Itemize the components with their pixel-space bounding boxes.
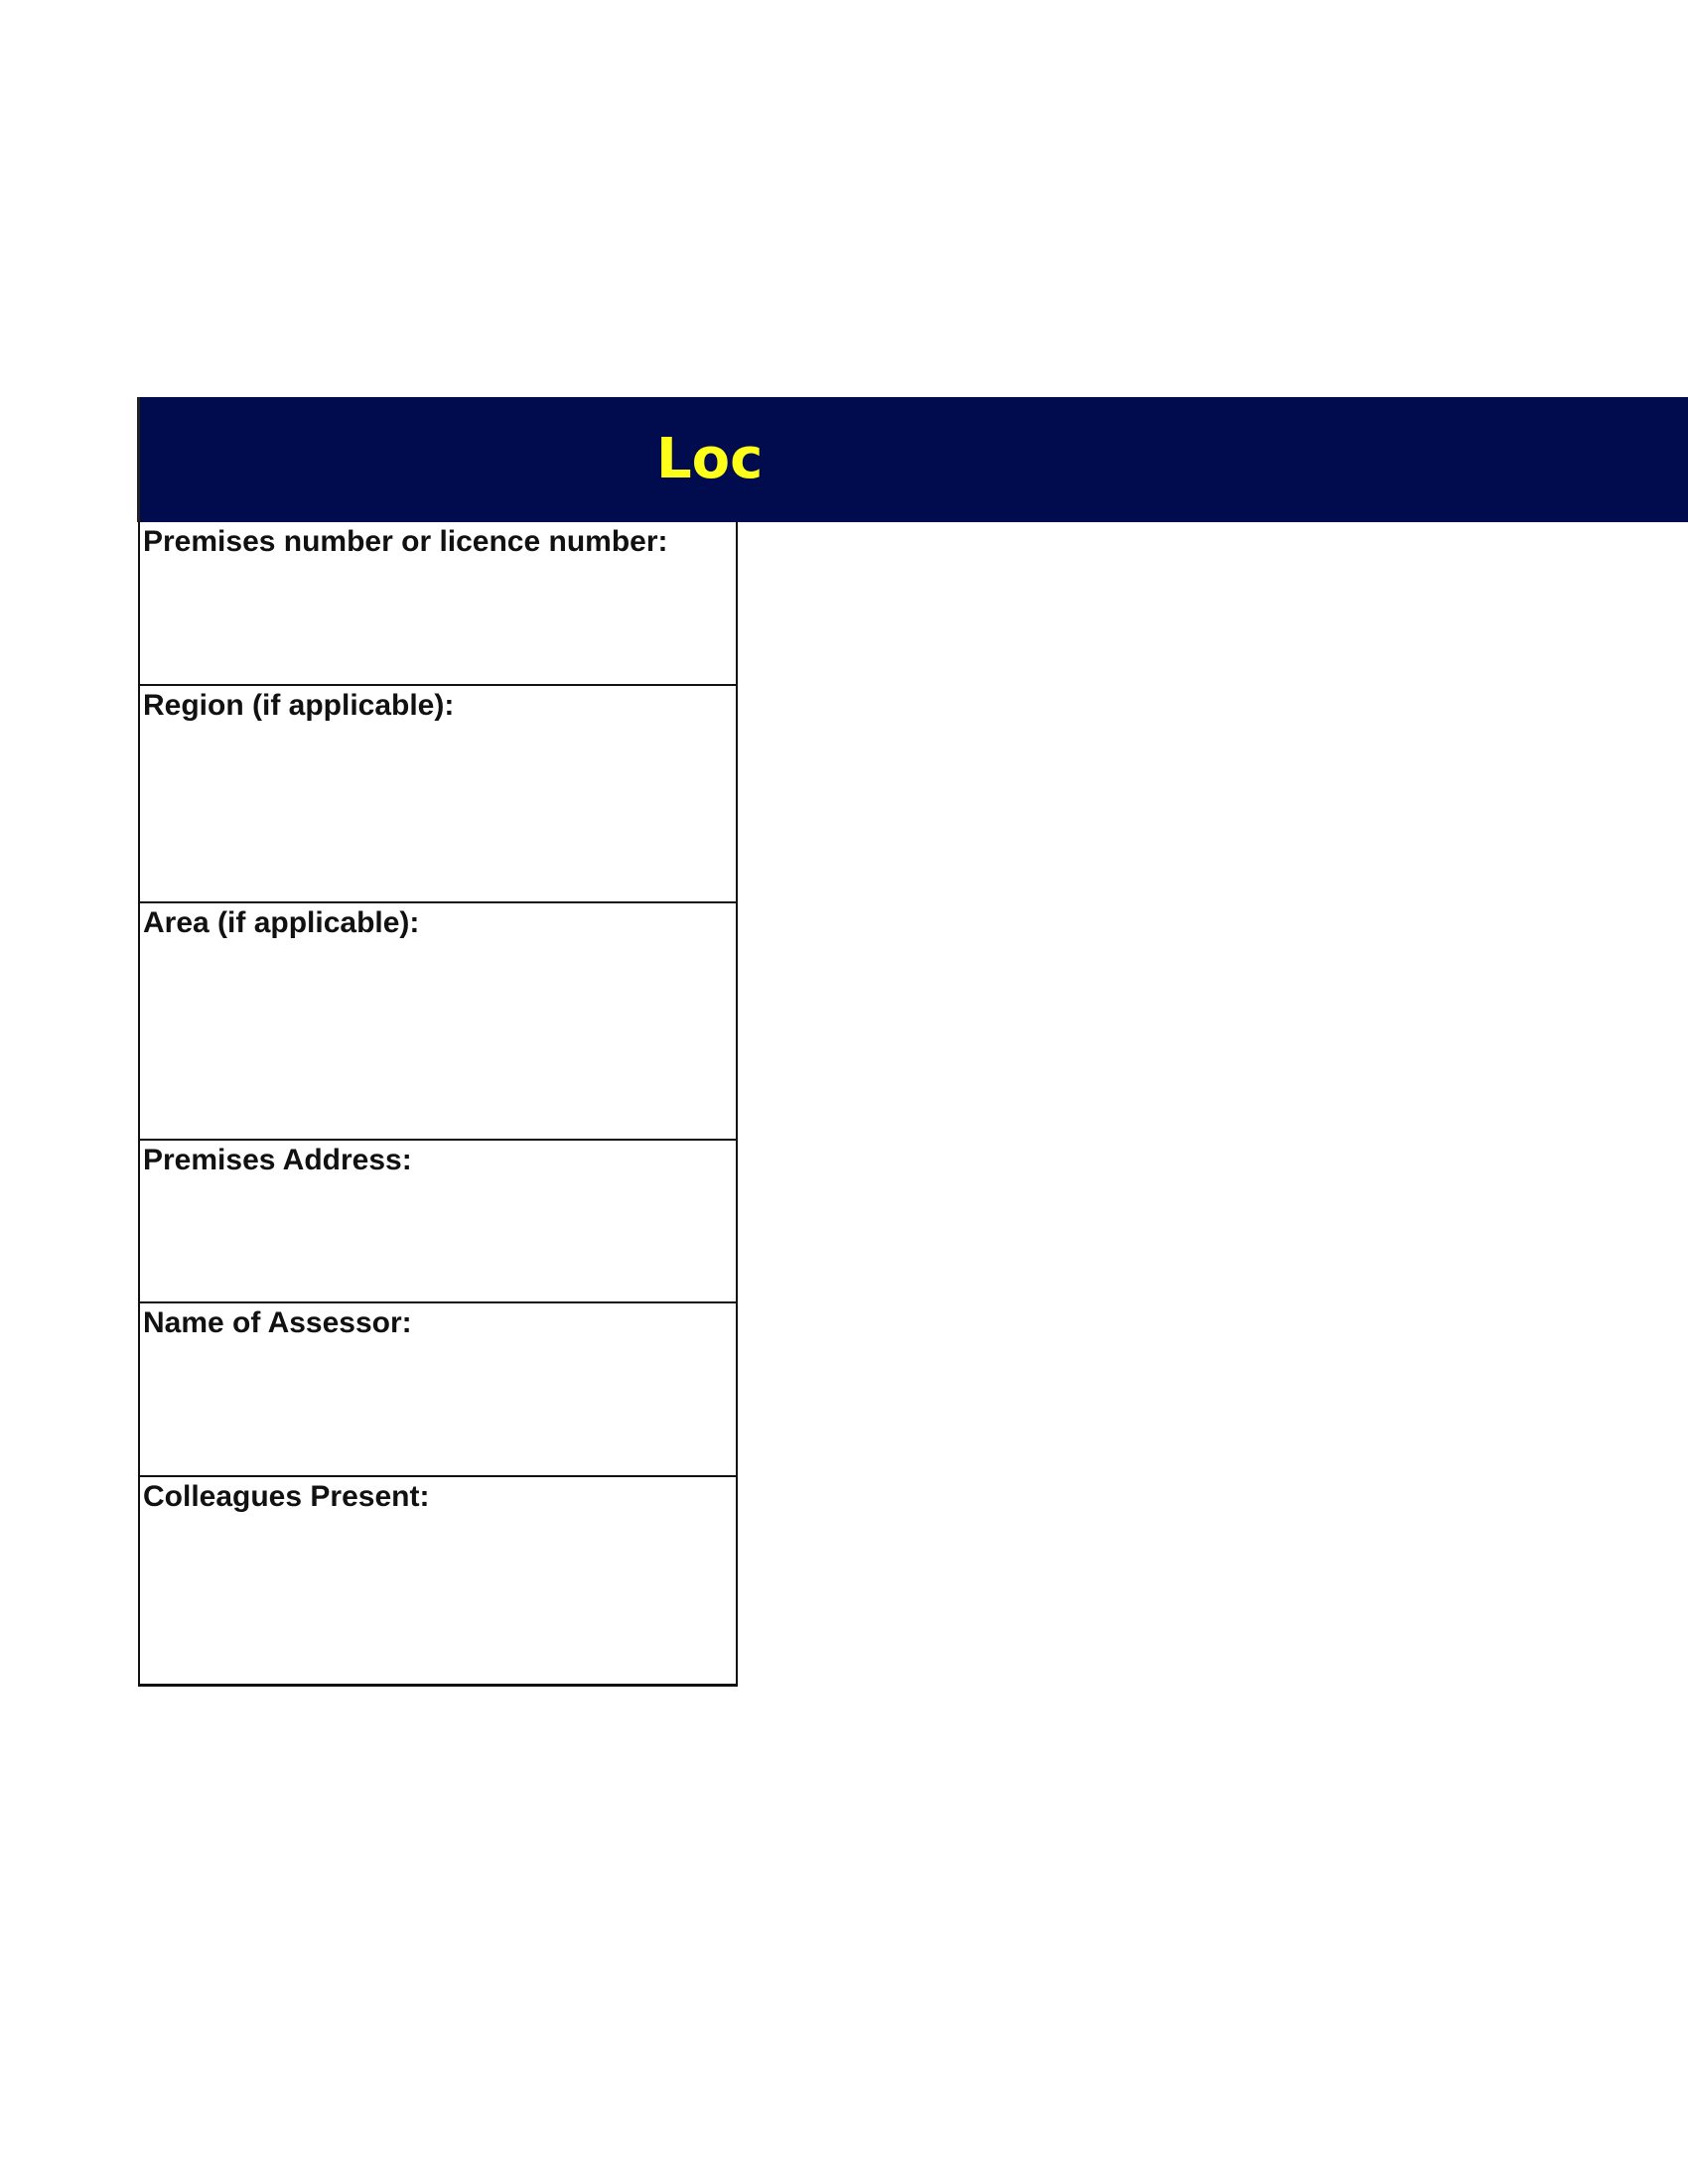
area-field[interactable] [140,901,736,1139]
assessor-name-field[interactable] [140,1301,736,1475]
assessor-name-label: Name of Assessor: [143,1306,412,1339]
area-label: Area (if applicable): [143,906,420,939]
premises-details-table [138,522,738,1687]
region-field[interactable] [140,684,736,901]
region-label: Region (if applicable): [143,689,455,722]
form-title-clip [140,397,764,522]
premises-number-label: Premises number or licence number: [143,525,668,558]
premises-address-field[interactable] [140,1139,736,1301]
colleagues-present-label: Colleagues Present: [143,1480,430,1513]
colleagues-present-field[interactable] [140,1475,736,1684]
premises-number-field[interactable] [140,522,736,684]
form-title: Loc [656,427,764,491]
form-header-band [137,397,1688,522]
premises-address-label: Premises Address: [143,1144,412,1176]
